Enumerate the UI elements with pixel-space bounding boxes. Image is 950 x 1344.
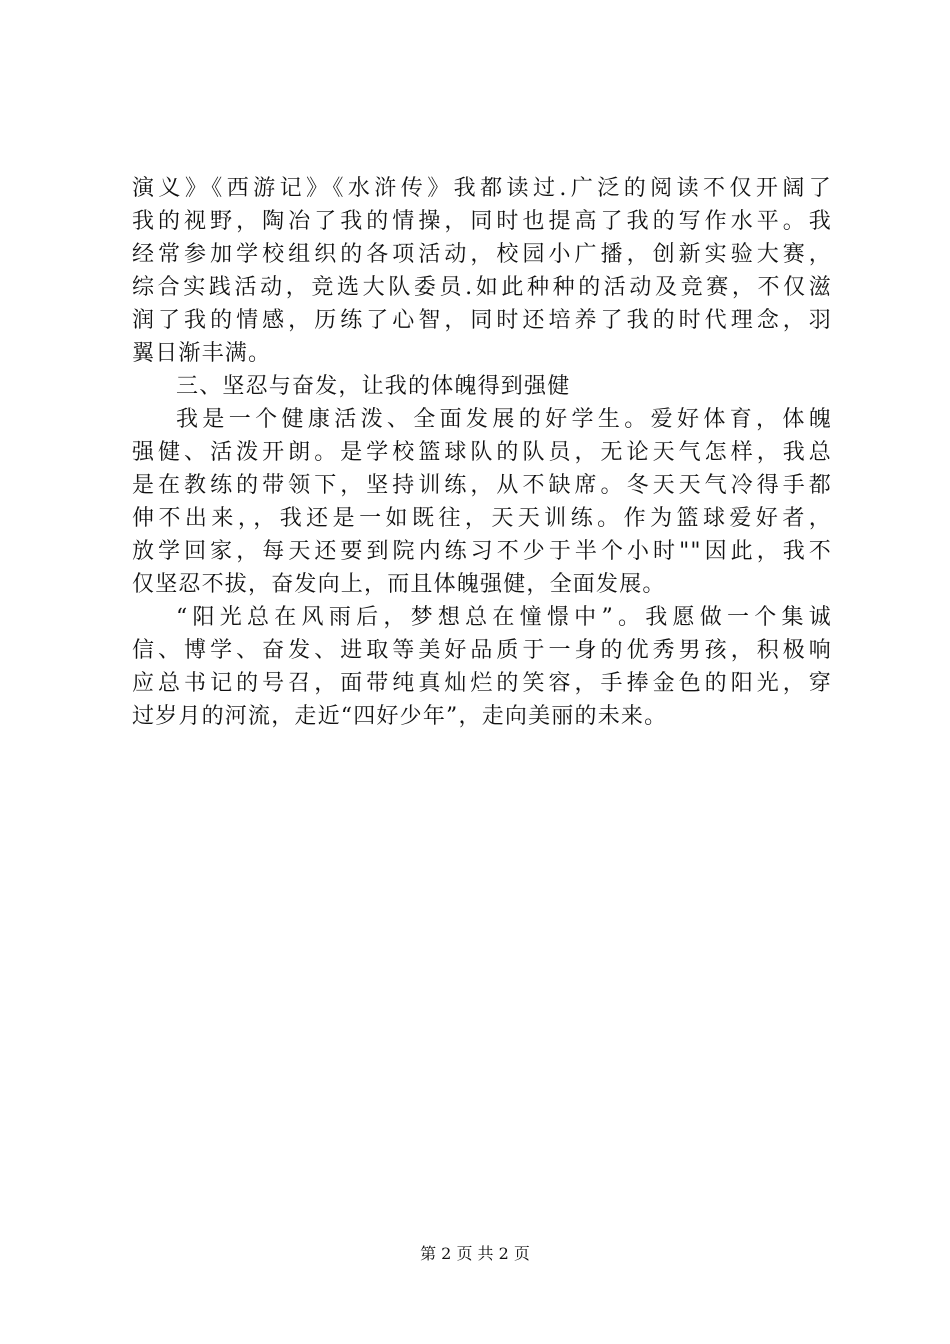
paragraph-reading-activities xyxy=(132,172,832,370)
text-line: 过岁月的河流，走近“四好少年”，走向美丽的未来。 xyxy=(132,704,668,729)
text-line: 润了我的情感，历练了心智，同时还培养了我的时代理念，羽 xyxy=(132,308,832,333)
text-line: 我是一个健康活泼、全面发展的好学生。爱好体育，体魄 xyxy=(176,407,832,432)
text-line: 演义》《西游记》《水浒传》我都读过.广泛的阅读不仅开阔了 xyxy=(132,176,832,201)
text-line: 信、博学、奋发、进取等美好品质于一身的优秀男孩，积极响 xyxy=(132,638,832,663)
paragraph-conclusion xyxy=(132,601,832,733)
text-line: 强健、活泼开朗。是学校篮球队的队员，无论天气怎样，我总 xyxy=(132,440,832,465)
text-line: 综合实践活动，竞选大队委员.如此种种的活动及竞赛，不仅滋 xyxy=(132,275,832,300)
document-body xyxy=(132,172,832,733)
text-line: 放学回家，每天还要到院内练习不少于半个小时""因此，我不 xyxy=(132,539,832,564)
text-line: 是在教练的带领下，坚持训练，从不缺席。冬天天气冷得手都 xyxy=(132,473,832,498)
text-line: 翼日渐丰满。 xyxy=(132,341,272,366)
text-line: 伸不出来，，我还是一如既往，天天训练。作为篮球爱好者， xyxy=(132,506,832,531)
text-line: 我的视野，陶冶了我的情操，同时也提高了我的写作水平。我 xyxy=(132,209,832,234)
page-number-footer: 第 2 页 共 2 页 xyxy=(420,1244,530,1263)
text-line: 仅坚忍不拔，奋发向上，而且体魄强健，全面发展。 xyxy=(132,572,666,597)
text-line: 经常参加学校组织的各项活动，校园小广播，创新实验大赛， xyxy=(132,242,832,267)
text-line: “阳光总在风雨后，梦想总在憧憬中”。我愿做一个集诚 xyxy=(176,605,832,630)
paragraph-sports xyxy=(132,403,832,601)
section-heading-text: 三、坚忍与奋发，让我的体魄得到强健 xyxy=(176,374,571,399)
section-heading xyxy=(132,370,832,403)
text-line: 应总书记的号召，面带纯真灿烂的笑容，手捧金色的阳光，穿 xyxy=(132,671,832,696)
